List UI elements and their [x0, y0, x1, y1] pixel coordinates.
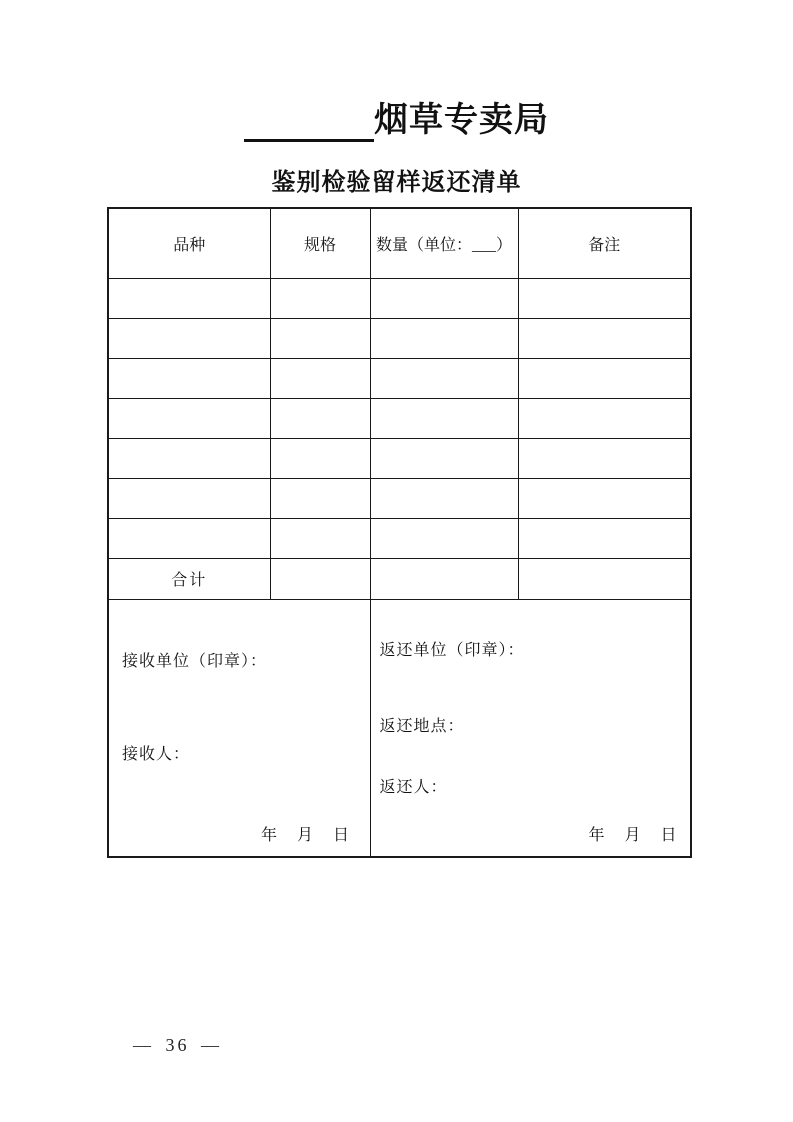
page-number: — 36 —: [133, 1035, 222, 1055]
total-row: [108, 558, 691, 599]
empty-cell: [108, 398, 270, 438]
empty-cell: [270, 438, 370, 478]
returning-unit-label: 返还单位（印章）：: [379, 641, 525, 659]
total-spec-cell: [270, 558, 370, 599]
header-quantity: 数量（单位：___）: [370, 208, 518, 278]
empty-cell: [518, 518, 691, 558]
empty-cell: [270, 518, 370, 558]
total-label: 合计: [108, 558, 270, 599]
form-title: 鉴别检验留样返还清单: [271, 170, 522, 196]
empty-cell: [518, 358, 691, 398]
empty-cell: [270, 318, 370, 358]
table-row: [108, 318, 691, 358]
receiving-party-cell: [108, 599, 370, 857]
header-spec: 规格: [270, 208, 370, 278]
org-title-text: 烟草专卖局: [374, 102, 549, 139]
sample-return-table: [107, 207, 692, 858]
table-row: [108, 278, 691, 318]
receiving-unit-label: 接收单位（印章）：: [122, 652, 268, 670]
header-variety: 品种: [108, 208, 270, 278]
org-title: [0, 101, 793, 142]
empty-cell: [370, 478, 518, 518]
empty-cell: [518, 398, 691, 438]
empty-cell: [370, 358, 518, 398]
total-remarks-cell: [518, 558, 691, 599]
empty-cell: [370, 278, 518, 318]
returning-date-label: 年 月 日: [588, 827, 679, 844]
table-row: [108, 478, 691, 518]
empty-cell: [370, 518, 518, 558]
table-row: [108, 518, 691, 558]
empty-cell: [370, 438, 518, 478]
table-row: [108, 438, 691, 478]
empty-cell: [270, 278, 370, 318]
empty-cell: [270, 358, 370, 398]
signature-row: [108, 599, 691, 857]
empty-cell: [518, 438, 691, 478]
table-header-row: [108, 208, 691, 278]
returning-party-cell: [370, 599, 691, 857]
empty-cell: [108, 438, 270, 478]
empty-cell: [518, 478, 691, 518]
empty-cell: [370, 318, 518, 358]
receiver-label: 接收人：: [122, 745, 191, 763]
table-row: [108, 398, 691, 438]
empty-cell: [270, 398, 370, 438]
empty-cell: [518, 278, 691, 318]
empty-cell: [108, 318, 270, 358]
empty-cell: [370, 398, 518, 438]
empty-cell: [270, 478, 370, 518]
org-name-blank-line: [244, 102, 374, 142]
header-remarks: 备注: [518, 208, 691, 278]
receiving-date-label: 年 月 日: [261, 827, 352, 844]
empty-cell: [108, 358, 270, 398]
return-place-label: 返还地点：: [379, 717, 465, 735]
total-quantity-cell: [370, 558, 518, 599]
returner-label: 返还人：: [379, 778, 448, 796]
empty-cell: [108, 478, 270, 518]
empty-cell: [108, 518, 270, 558]
empty-cell: [108, 278, 270, 318]
empty-cell: [518, 318, 691, 358]
table-row: [108, 358, 691, 398]
